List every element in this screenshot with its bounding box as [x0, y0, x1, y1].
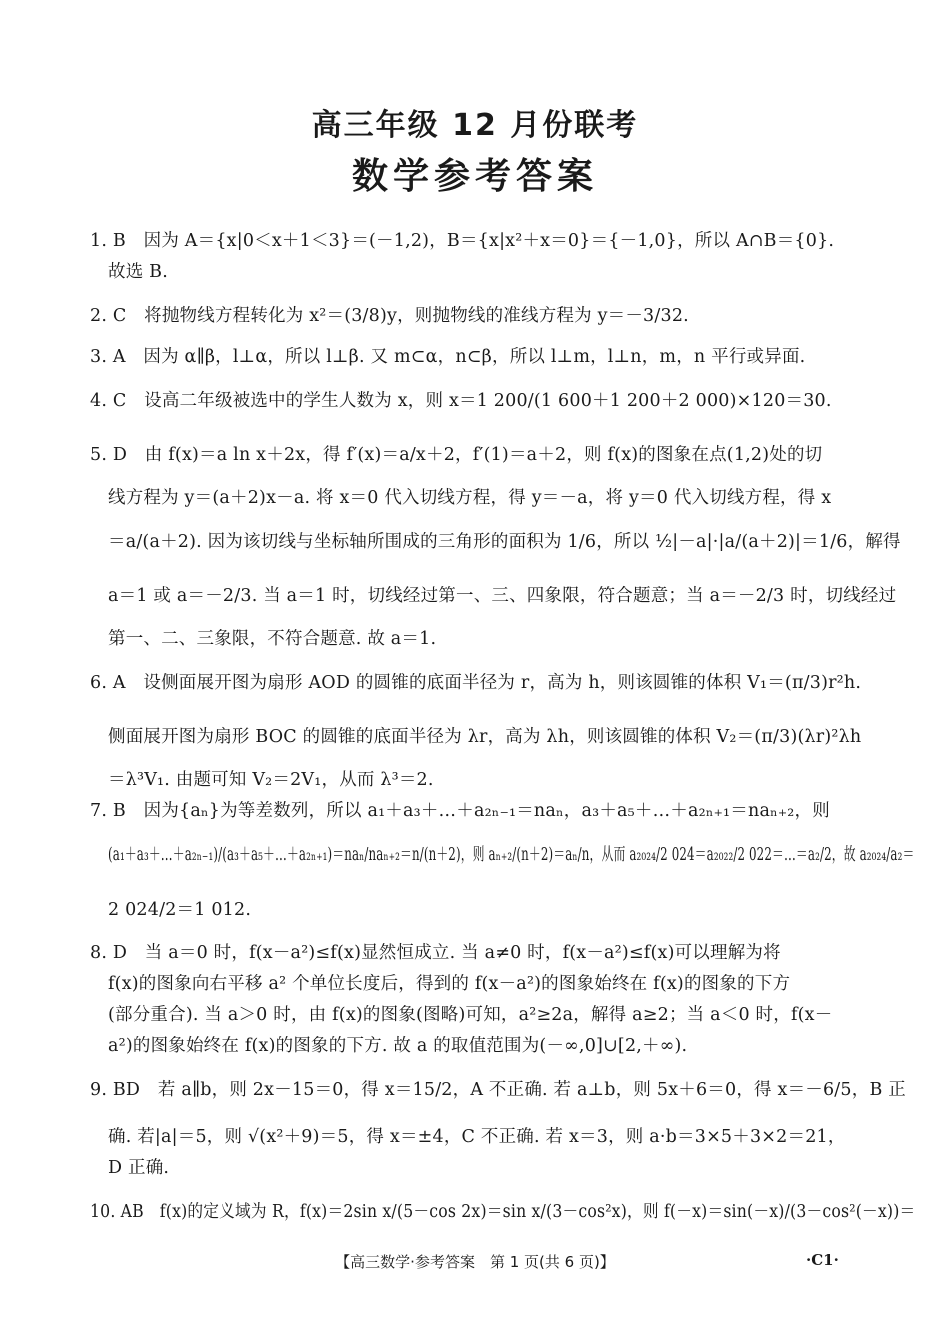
- answer-line: 9. BD 若 a∥b，则 2x－15＝0，得 x＝15/2，A 不正确. 若 a⊥b，则 5x＋6＝0，得 x＝－6/5，B 正: [90, 1080, 906, 1100]
- answer-line: D 正确.: [108, 1158, 170, 1178]
- answer-line: 2. C 将抛物线方程转化为 x²＝(3/8)y，则抛物线的准线方程为 y＝－3/32.: [90, 306, 689, 326]
- paper-code: ·C1·: [806, 1251, 839, 1269]
- answer-line: 7. B 因为{aₙ}为等差数列，所以 a₁＋a₃＋…＋a₂ₙ₋₁＝naₙ，a₃＋a₅＋…＋a₂ₙ₊₁＝naₙ₊₂，则: [90, 801, 830, 821]
- answer-line: 5. D 由 f(x)＝a ln x＋2x，得 f′(x)＝a/x＋2，f′(1)＝a＋2，则 f(x)的图象在点(1,2)处的切: [90, 445, 823, 465]
- answer-line: (部分重合). 当 a＞0 时，由 f(x)的图象(图略)可知，a²≥2a，解得 a≥2；当 a＜0 时，f(x－: [108, 1005, 833, 1025]
- page-footer: 【高三数学·参考答案 第 1 页(共 6 页)】: [335, 1253, 615, 1271]
- answer-line: a²)的图象始终在 f(x)的图象的下方. 故 a 的取值范围为(－∞,0]∪[2,＋∞).: [108, 1036, 688, 1056]
- answer-line: 线方程为 y＝(a＋2)x－a. 将 x＝0 代入切线方程，得 y＝－a，将 y＝0 代入切线方程，得 x: [108, 488, 832, 508]
- page-title: 高三年级 12 月份联考: [311, 108, 639, 143]
- answer-line: f(x)的图象向右平移 a² 个单位长度后，得到的 f(x－a²)的图象始终在 f(x)的图象的下方: [108, 974, 791, 994]
- answer-line: 4. C 设高二年级被选中的学生人数为 x，则 x＝1 200/(1 600＋1 200＋2 000)×120＝30.: [90, 391, 832, 411]
- answer-line: 1. B 因为 A＝{x|0＜x＋1＜3}＝(－1,2)，B＝{x|x²＋x＝0}＝{－1,0}，所以 A∩B＝{0}.: [90, 231, 835, 251]
- answer-line: 故选 B.: [108, 262, 168, 282]
- answer-line: 2 024/2＝1 012.: [108, 900, 252, 920]
- answer-line: a＝1 或 a＝－2/3. 当 a＝1 时，切线经过第一、三、四象限，符合题意；当 a＝－2/3 时，切线经过: [108, 586, 897, 606]
- answer-line: 侧面展开图为扇形 BOC 的圆锥的底面半径为 λr，高为 λh，则该圆锥的体积 V₂＝(π/3)(λr)²λh: [108, 727, 862, 747]
- answer-line: (a₁＋a₃＋…＋a₂ₙ₋₁)/(a₃＋a₅＋…＋a₂ₙ₊₁)＝naₙ/naₙ₊₂＝n/(n＋2)，则 aₙ₊₂/(n＋2)＝aₙ/n，从而 a₂₀₂₄/2 024＝a₂₀₂₂/2 022＝…＝a₂/2，故 a₂₀₂₄/a₂＝: [108, 845, 915, 865]
- answer-line: 10. AB f(x)的定义域为 R，f(x)＝2sin x/(5－cos 2x)＝sin x/(3－cos²x)，则 f(－x)＝sin(－x)/(3－cos²(－x))＝: [90, 1202, 916, 1222]
- answer-line: 第一、二、三象限，不符合题意. 故 a＝1.: [108, 629, 437, 649]
- answer-line: 确. 若|a|＝5，则 √(x²＋9)＝5，得 x＝±4，C 不正确. 若 x＝3，则 a·b＝3×5＋3×2＝21，: [108, 1127, 846, 1147]
- answer-line: 8. D 当 a＝0 时，f(x－a²)≤f(x)显然恒成立. 当 a≠0 时，f(x－a²)≤f(x)可以理解为将: [90, 943, 781, 963]
- answer-line: ＝a/(a＋2). 因为该切线与坐标轴所围成的三角形的面积为 1/6，所以 ½|－a|·|a/(a＋2)|＝1/6，解得: [108, 532, 901, 552]
- answer-line: ＝λ³V₁. 由题可知 V₂＝2V₁，从而 λ³＝2.: [108, 770, 434, 790]
- answer-line: 3. A 因为 α∥β，l⊥α，所以 l⊥β. 又 m⊂α，n⊂β，所以 l⊥m，l⊥n，m，n 平行或异面.: [90, 347, 806, 367]
- answer-line: 6. A 设侧面展开图为扇形 AOD 的圆锥的底面半径为 r，高为 h，则该圆锥的体积 V₁＝(π/3)r²h.: [90, 673, 862, 693]
- page-subtitle: 数学参考答案: [351, 156, 598, 197]
